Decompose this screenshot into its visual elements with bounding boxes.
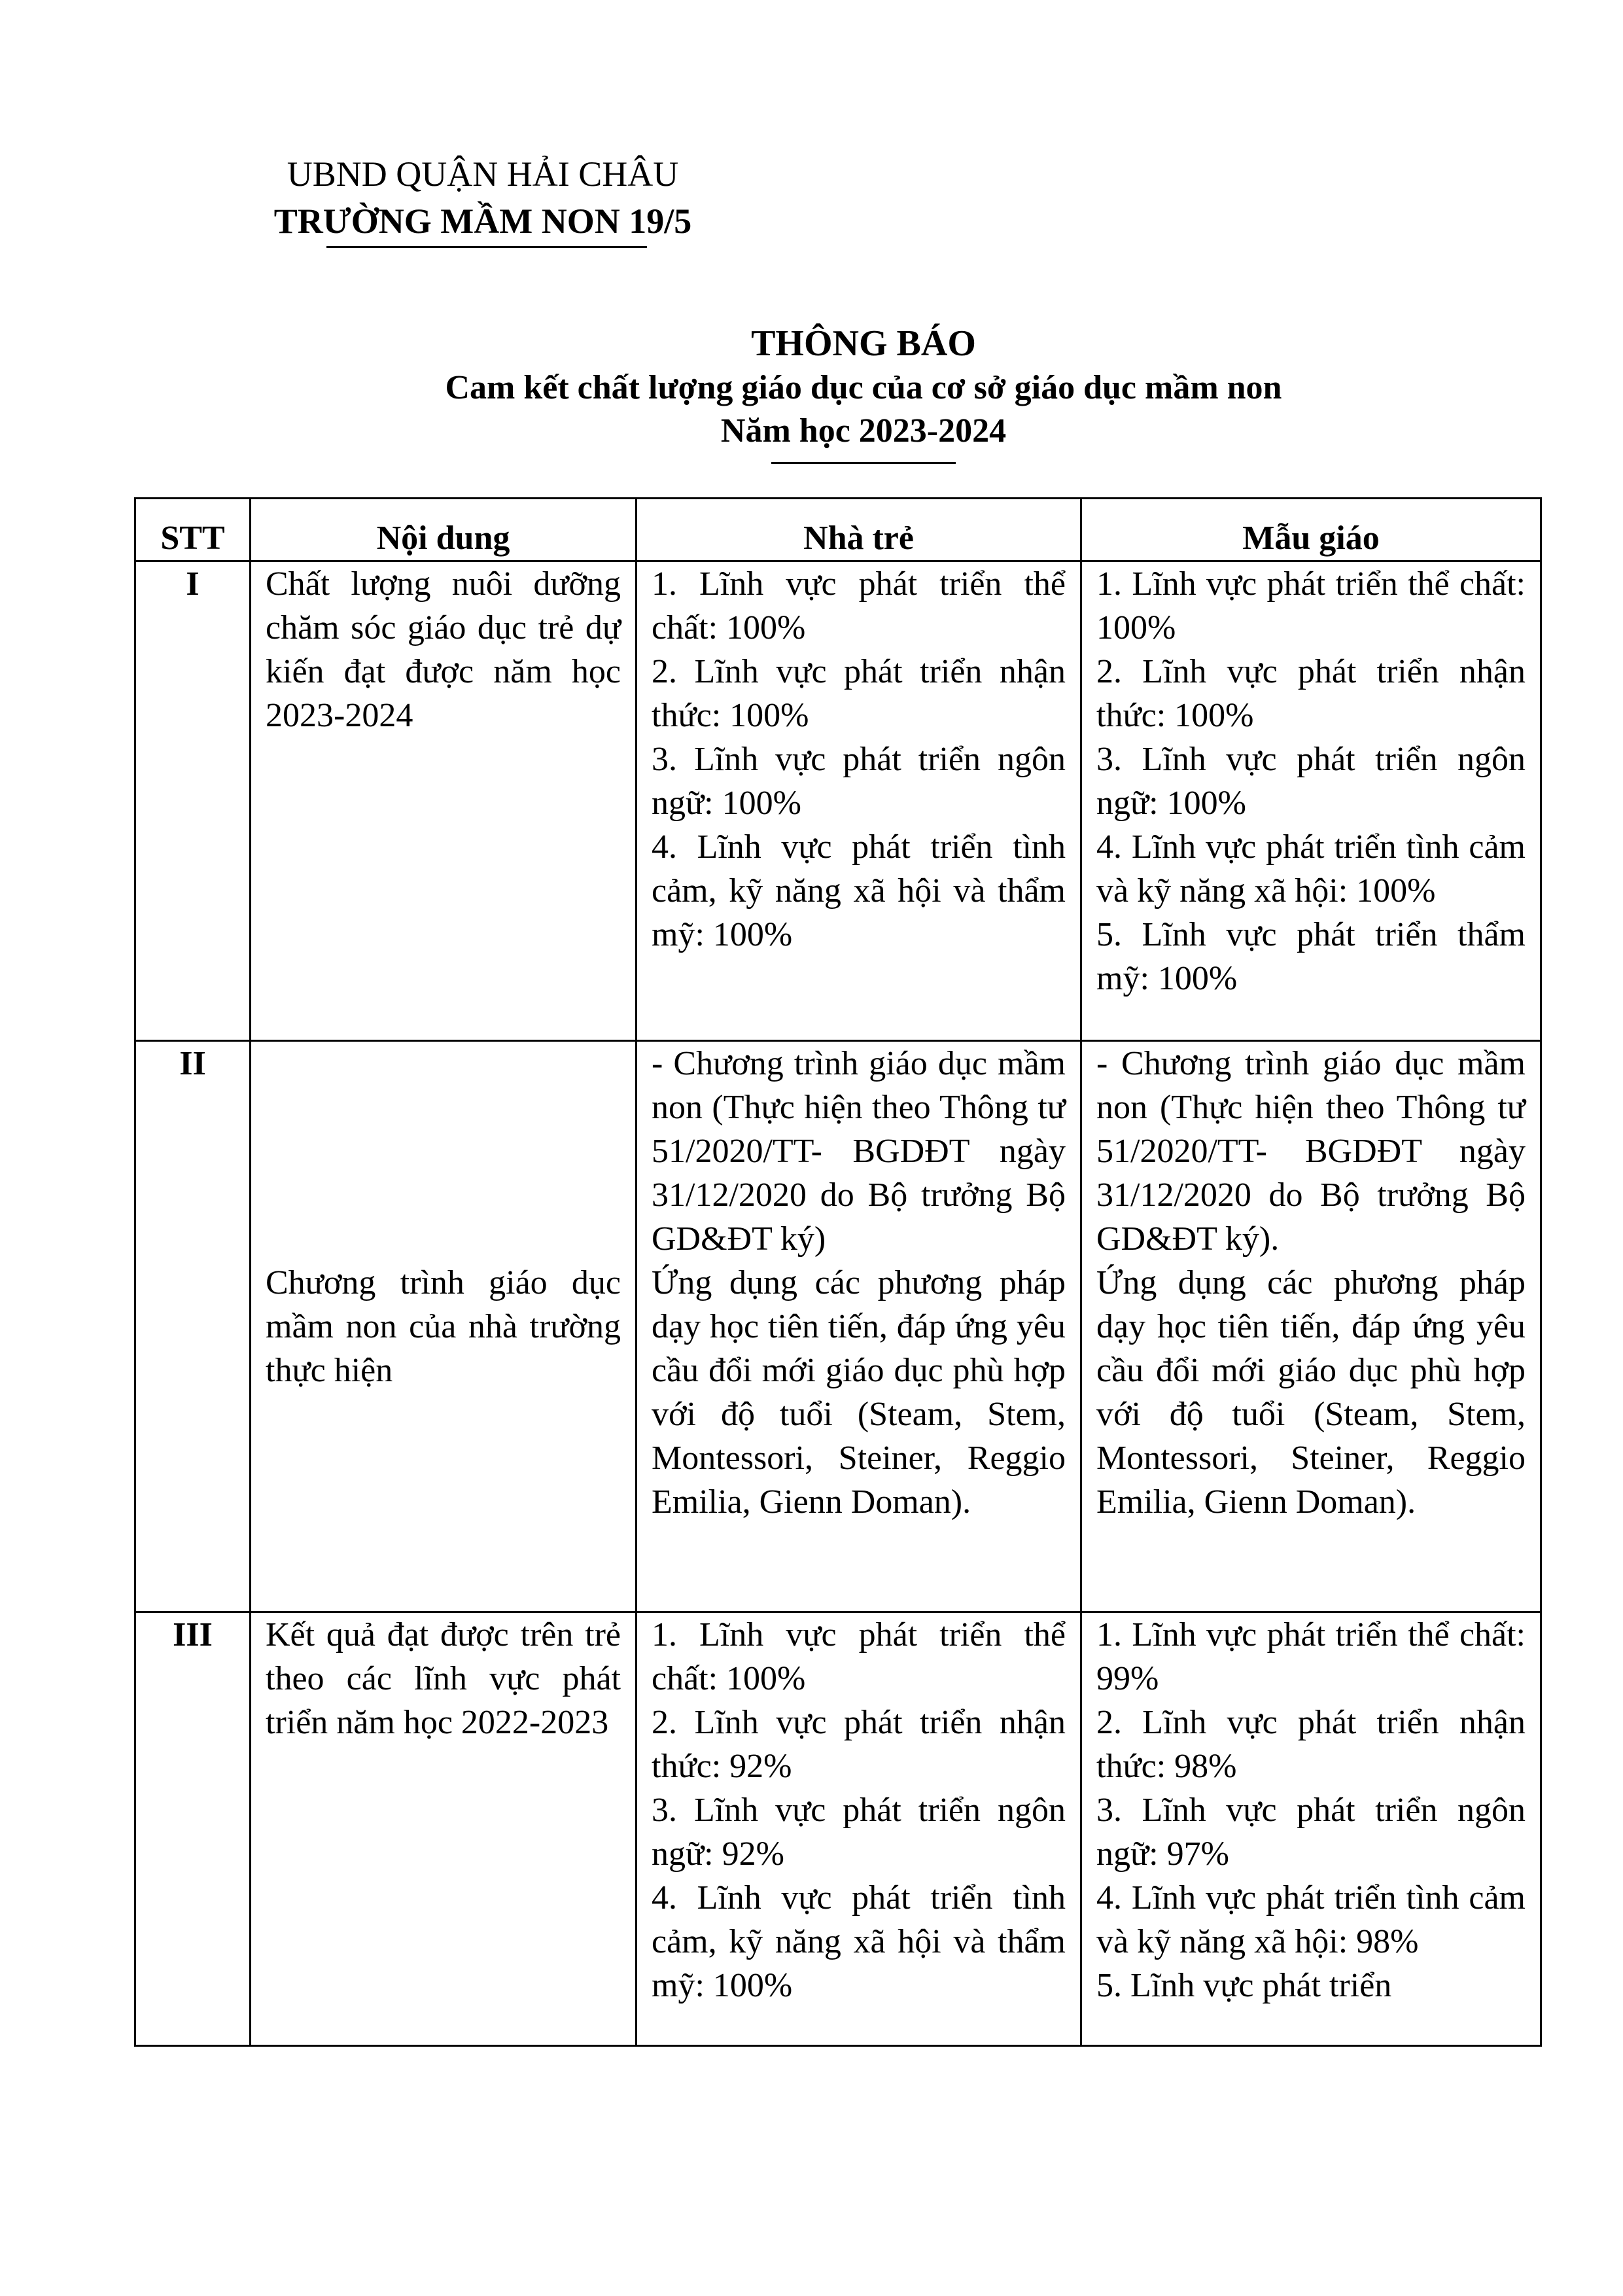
row-stt: II xyxy=(135,1041,251,1612)
school-year: Năm học 2023-2024 xyxy=(720,412,1007,450)
header-nha-tre: Nhà trẻ xyxy=(637,499,1081,561)
list-item: 2. Lĩnh vực phát triển nhận thức: 100% xyxy=(652,653,1066,734)
table-row xyxy=(135,1612,1541,2046)
list-item: 3. Lĩnh vực phát triển ngôn ngữ: 97% xyxy=(1096,1792,1526,1873)
list-item: 1. Lĩnh vực phát triển thể chất: 100% xyxy=(652,1616,1066,1697)
document-subtitle: Cam kết chất lượng giáo dục của cơ sở giáo dục mầm non xyxy=(445,369,1282,406)
header-content: Nội dung xyxy=(251,499,637,561)
header-mau-giao: Mẫu giáo xyxy=(1081,499,1541,561)
list-item: 5. Lĩnh vực phát triển thẩm mỹ: 100% xyxy=(1096,916,1526,997)
list-item: Ứng dụng các phương pháp dạy học tiên tiến, đáp ứng yêu cầu đổi mới giáo dục phù hợp với độ tuổi (Steam, Stem, Montessori, Steiner, Reggio Emilia, Gienn Doman). xyxy=(1096,1264,1526,1521)
list-item: 2. Lĩnh vực phát triển nhận thức: 92% xyxy=(652,1704,1066,1785)
list-item: 2. Lĩnh vực phát triển nhận thức: 98% xyxy=(1096,1704,1526,1785)
list-item: Ứng dụng các phương pháp dạy học tiên tiến, đáp ứng yêu cầu đổi mới giáo dục phù hợp với độ tuổi (Steam, Stem, Montessori, Steiner, Reggio Emilia, Gienn Doman). xyxy=(652,1264,1066,1521)
row-content: Kết quả đạt được trên trẻ theo các lĩnh vực phát triển năm học 2022-2023 xyxy=(251,1612,637,2046)
table-header-row xyxy=(135,499,1541,561)
school-name: TRƯỜNG MẦM NON 19/5 xyxy=(273,202,692,241)
list-item: - Chương trình giáo dục mầm non (Thực hiện theo Thông tư 51/2020/TT- BGDĐT ngày 31/12/2020 do Bộ trưởng Bộ GD&ĐT ký). xyxy=(1096,1045,1526,1258)
table-row xyxy=(135,561,1541,1041)
org-name: UBND QUẬN HẢI CHÂU xyxy=(287,154,679,194)
document-header xyxy=(254,150,712,248)
list-item: 5. Lĩnh vực phát triển xyxy=(1096,1967,1392,2004)
list-item: 3. Lĩnh vực phát triển ngôn ngữ: 100% xyxy=(652,741,1066,822)
row-stt: I xyxy=(135,561,251,1041)
header-stt: STT xyxy=(135,499,251,561)
list-item: 1. Lĩnh vực phát triển thể chất: 99% xyxy=(1096,1616,1526,1697)
row-content: Chương trình giáo dục mầm non của nhà trường thực hiện xyxy=(251,1041,637,1612)
table-row xyxy=(135,1041,1541,1612)
title-underline xyxy=(771,462,956,464)
row-nha-tre xyxy=(637,1041,1081,1612)
list-item: 4. Lĩnh vực phát triển tình cảm và kỹ năng xã hội: 100% xyxy=(1096,828,1526,910)
row-content: Chất lượng nuôi dưỡng chăm sóc giáo dục trẻ dự kiến đạt được năm học 2023-2024 xyxy=(251,561,637,1041)
title-block xyxy=(262,321,1465,464)
list-item: 1. Lĩnh vực phát triển thể chất: 100% xyxy=(1096,565,1526,646)
row-mau-giao xyxy=(1081,1612,1541,2046)
row-stt: III xyxy=(135,1612,251,2046)
row-mau-giao xyxy=(1081,561,1541,1041)
list-item: 3. Lĩnh vực phát triển ngôn ngữ: 92% xyxy=(652,1792,1066,1873)
list-item: 3. Lĩnh vực phát triển ngôn ngữ: 100% xyxy=(1096,741,1526,822)
row-mau-giao xyxy=(1081,1041,1541,1612)
header-underline xyxy=(326,246,647,248)
list-item: 4. Lĩnh vực phát triển tình cảm, kỹ năng xã hội và thẩm mỹ: 100% xyxy=(652,1879,1066,2004)
list-item: 1. Lĩnh vực phát triển thể chất: 100% xyxy=(652,565,1066,646)
document-title: THÔNG BÁO xyxy=(751,323,976,364)
list-item: 4. Lĩnh vực phát triển tình cảm và kỹ năng xã hội: 98% xyxy=(1096,1879,1526,1960)
list-item: - Chương trình giáo dục mầm non (Thực hiện theo Thông tư 51/2020/TT- BGDĐT ngày 31/12/2020 do Bộ trưởng Bộ GD&ĐT ký) xyxy=(652,1045,1066,1258)
commitment-table xyxy=(134,497,1542,2047)
row-nha-tre xyxy=(637,561,1081,1041)
row-nha-tre xyxy=(637,1612,1081,2046)
list-item: 4. Lĩnh vực phát triển tình cảm, kỹ năng xã hội và thẩm mỹ: 100% xyxy=(652,828,1066,953)
list-item: 2. Lĩnh vực phát triển nhận thức: 100% xyxy=(1096,653,1526,734)
